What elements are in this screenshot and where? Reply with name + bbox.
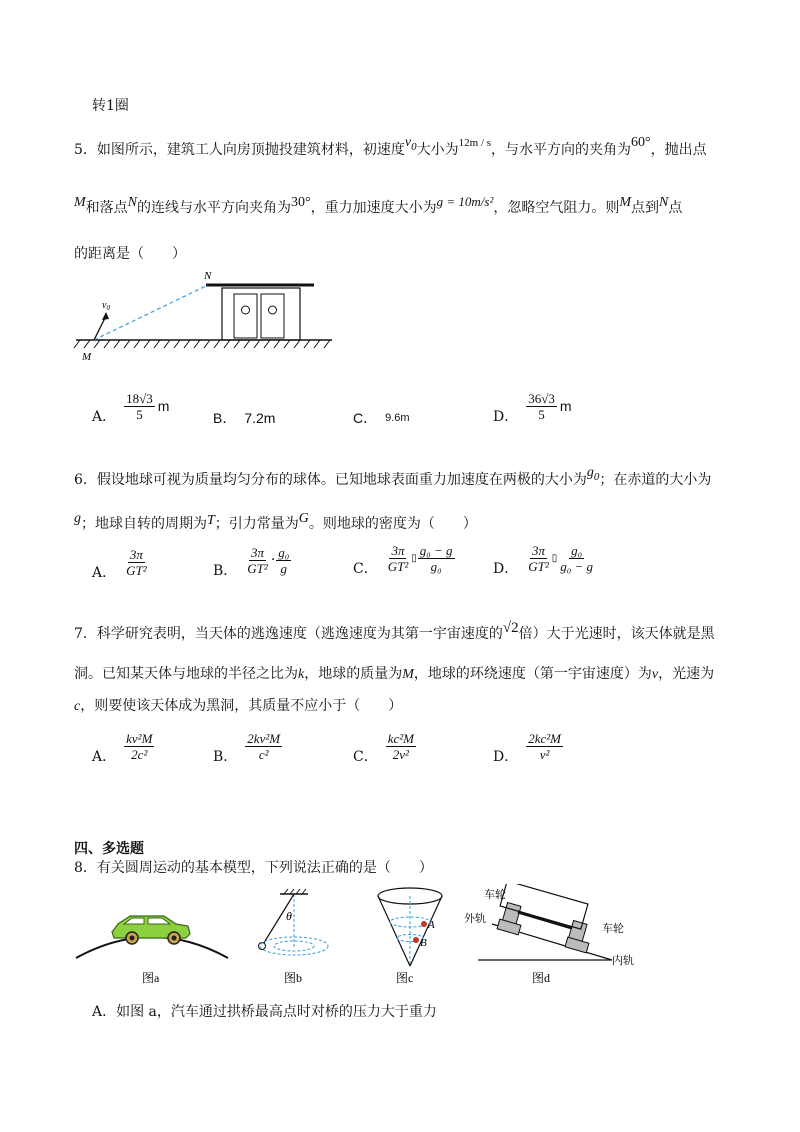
fig-wheel2: 车轮 [602,923,624,935]
q7-option-c[interactable]: C． $\frac{\text{kc²M}}{\text{2v²}}$ [353,730,414,765]
fig-d [462,884,652,988]
fig-c [370,884,450,988]
q5-speed: 12m / s [458,137,492,149]
q6-number: 6． [74,472,97,488]
q7-option-d[interactable]: D． $\frac{\text{2kc²M}}{\text{v²}}$ [493,730,562,765]
fig-theta: θ [286,909,292,923]
arch-bridge [76,937,228,958]
fig-N-label: N [204,270,212,282]
q5-angle1: 60° [631,135,651,150]
section-title: 四、多选题 [74,841,144,857]
fig-b-label: 图b [284,971,303,985]
mn-dashed-line [94,285,208,340]
fig-v0-label: $v_0$ [102,300,110,312]
ball-A [421,921,427,927]
door-left-knob [242,306,250,314]
door-left [234,294,257,338]
q5-option-b[interactable]: B． 7.2m [213,410,276,426]
door-right [261,294,284,338]
fig-M-label: M [82,351,92,363]
fig-wheel1: 车轮 [484,889,506,901]
q8-stem: 8．有关圆周运动的基本模型，下列说法正确的是（ ） [74,860,433,876]
v0-arrowhead [102,312,109,320]
fig-outer: 外轨 [464,913,486,925]
q5-option-d[interactable]: D． $\frac{36√3}{5}$ m [493,390,572,425]
q6-option-d[interactable]: D． $\frac{3\pi}{\text{GT²}}$ ▯ $\frac{\text{g₀}}{\text{g₀ − g}}$ [493,542,594,577]
q7-option-b[interactable]: B． $\frac{\text{2kv²M}}{\text{c²}}$ [213,730,281,765]
q5-angle2: 30° [291,195,311,210]
fig-inner: 内轨 [612,955,634,967]
fig-B: B [420,937,427,949]
q5-option-a[interactable]: A． $\frac{18√3}{5}$ m [92,390,170,425]
q6-option-c[interactable]: C． $\frac{3\pi}{\text{GT²}}$ ▯ $\frac{\text{g₀ − g}}{\text{g₀}}$ [353,542,453,577]
fig-c-label: 图c [396,971,414,985]
q5-number: 5． [74,142,97,158]
q5-v0-symbol: $v_0$ [404,135,417,153]
q5-line1: 5．如图所示，建筑工人向房顶抛投建筑材料，初速度$v_0$大小为$^{12m / s}$，与水平方向的夹角为60°，抛出点 [74,135,707,158]
q6-line1: 6．假设地球可视为质量均匀分布的球体。已知地球表面重力加速度在两极的大小为$g_0$；在赤道的大小为 [74,465,712,488]
q6-option-b[interactable]: B． $\frac{3\pi}{\text{GT²}}$ · $\frac{\text{g₀}}{g}$ [213,544,290,579]
q8-option-a[interactable]: A．如图 a，汽车通过拱桥最高点时对桥的压力大于重力 [92,1004,437,1020]
q5-line3: 的距离是（ ） [74,246,186,262]
q7-line2: 洞。已知某天体与地球的半径之比为k，地球的质量为M，地球的环绕速度（第一宇宙速度）为v，光速为 [74,666,715,682]
fig-a [72,890,232,990]
q5-option-c[interactable]: C． 9.6m [353,410,410,426]
q7-line1: 7．科学研究表明，当天体的逃逸速度（逃逸速度为其第一宇宙速度的√2倍）大于光速时，该天体就是黑 [74,620,715,642]
ball-B [413,937,419,943]
q5-figure [70,268,340,368]
header-fragment: 转1圈 [92,98,129,114]
q7-number: 7． [74,626,97,642]
door-right-knob [269,306,277,314]
fig-b [242,888,352,988]
fig-d-label: 图d [532,971,551,985]
q7-line3: c，则要使该天体成为黑洞，其质量不应小于（ ） [74,698,403,714]
q8-number: 8． [74,860,97,876]
q5-g-value: g = 10m/s² [436,194,494,209]
q7-option-a[interactable]: A． $\frac{\text{kv²M}}{\text{2c²}}$ [92,730,153,765]
q6-option-a[interactable]: A． $\frac{3\pi}{\text{GT²}}$ [92,546,147,581]
q6-line2: g；地球自转的周期为T；引力常量为G。则地球的密度为（ ） [74,511,477,532]
ground-hatching [74,340,330,348]
q5-line2: M和落点N的连线与水平方向夹角为30°，重力加速度大小为g = 10m/s²，忽略空气阻力。则M点到N点 [74,194,683,216]
axle [518,912,572,928]
fig-A: A [428,919,435,931]
fig-a-label: 图a [142,971,160,985]
